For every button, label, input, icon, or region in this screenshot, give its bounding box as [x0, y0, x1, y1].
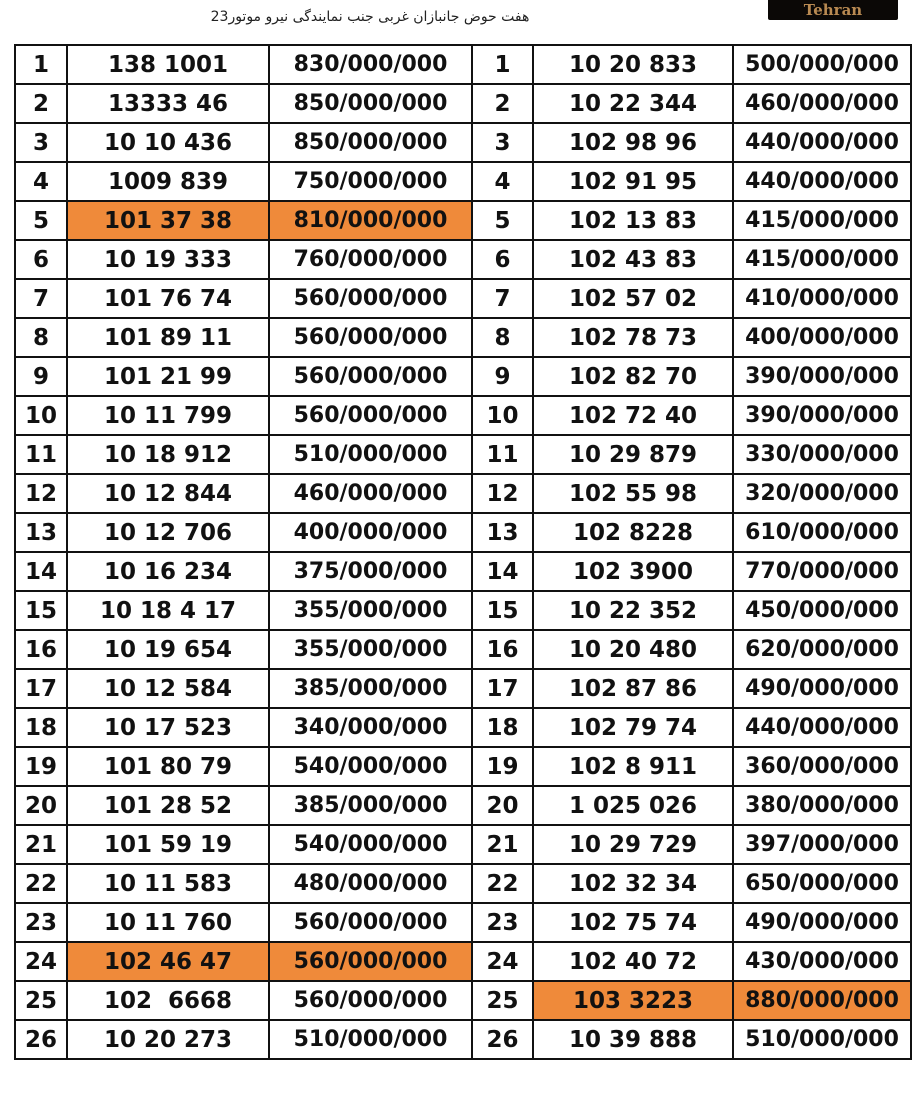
table-row: [15, 825, 911, 864]
left-row-number: 26: [15, 1020, 67, 1059]
right-row-number: 7: [472, 279, 533, 318]
right-row-number: 17: [472, 669, 533, 708]
left-price: 385/000/000: [269, 669, 472, 708]
plates-table: [14, 44, 912, 1060]
right-plate-number: 102 82 70: [533, 357, 733, 396]
right-price: 500/000/000: [733, 45, 911, 84]
right-row-number: 8: [472, 318, 533, 357]
right-plate-number: 103 3223: [533, 981, 733, 1020]
left-plate-number: 10 16 234: [67, 552, 269, 591]
left-row-number: 24: [15, 942, 67, 981]
right-price: 770/000/000: [733, 552, 911, 591]
right-row-number: 14: [472, 552, 533, 591]
left-row-number: 18: [15, 708, 67, 747]
right-price: 440/000/000: [733, 708, 911, 747]
table-row: [15, 630, 911, 669]
left-row-number: 16: [15, 630, 67, 669]
left-price: 375/000/000: [269, 552, 472, 591]
left-plate-number: 10 18 912: [67, 435, 269, 474]
left-row-number: 23: [15, 903, 67, 942]
right-plate-number: 10 29 879: [533, 435, 733, 474]
left-price: 400/000/000: [269, 513, 472, 552]
right-price: 390/000/000: [733, 357, 911, 396]
left-price: 850/000/000: [269, 84, 472, 123]
left-plate-number: 10 17 523: [67, 708, 269, 747]
right-price: 610/000/000: [733, 513, 911, 552]
right-plate-number: 102 75 74: [533, 903, 733, 942]
right-price: 415/000/000: [733, 201, 911, 240]
right-plate-number: 102 40 72: [533, 942, 733, 981]
left-row-number: 15: [15, 591, 67, 630]
right-row-number: 20: [472, 786, 533, 825]
table-row: [15, 708, 911, 747]
left-plate-number: 101 59 19: [67, 825, 269, 864]
table-row: [15, 474, 911, 513]
table-row: [15, 201, 911, 240]
table-row: [15, 864, 911, 903]
table-row: [15, 318, 911, 357]
left-price: 850/000/000: [269, 123, 472, 162]
left-row-number: 4: [15, 162, 67, 201]
right-price: 320/000/000: [733, 474, 911, 513]
left-row-number: 14: [15, 552, 67, 591]
right-row-number: 25: [472, 981, 533, 1020]
right-plate-number: 102 78 73: [533, 318, 733, 357]
left-plate-number: 101 28 52: [67, 786, 269, 825]
left-price: 830/000/000: [269, 45, 472, 84]
table-row: [15, 123, 911, 162]
right-row-number: 10: [472, 396, 533, 435]
left-row-number: 20: [15, 786, 67, 825]
table-row: [15, 942, 911, 981]
table-row: [15, 903, 911, 942]
right-price: 450/000/000: [733, 591, 911, 630]
left-plate-number: 101 21 99: [67, 357, 269, 396]
right-row-number: 22: [472, 864, 533, 903]
left-price: 385/000/000: [269, 786, 472, 825]
left-plate-number: 101 89 11: [67, 318, 269, 357]
left-row-number: 22: [15, 864, 67, 903]
left-plate-number: 101 37 38: [67, 201, 269, 240]
right-price: 490/000/000: [733, 903, 911, 942]
left-price: 750/000/000: [269, 162, 472, 201]
left-price: 460/000/000: [269, 474, 472, 513]
right-plate-number: 10 22 352: [533, 591, 733, 630]
left-row-number: 19: [15, 747, 67, 786]
right-price: 415/000/000: [733, 240, 911, 279]
left-plate-number: 102 6668: [67, 981, 269, 1020]
right-plate-number: 102 8 911: [533, 747, 733, 786]
table-row: [15, 513, 911, 552]
left-price: 355/000/000: [269, 630, 472, 669]
right-price: 360/000/000: [733, 747, 911, 786]
left-plate-number: 10 12 844: [67, 474, 269, 513]
right-row-number: 13: [472, 513, 533, 552]
right-row-number: 11: [472, 435, 533, 474]
table-row: [15, 435, 911, 474]
right-plate-number: 102 87 86: [533, 669, 733, 708]
header-title: هفت حوض جانبازان غربی جنب نمایندگی نیرو موتور23: [210, 9, 530, 25]
left-row-number: 21: [15, 825, 67, 864]
right-row-number: 9: [472, 357, 533, 396]
right-row-number: 26: [472, 1020, 533, 1059]
left-row-number: 17: [15, 669, 67, 708]
right-plate-number: 10 20 480: [533, 630, 733, 669]
right-price: 620/000/000: [733, 630, 911, 669]
right-plate-number: 102 57 02: [533, 279, 733, 318]
table-row: [15, 84, 911, 123]
right-row-number: 21: [472, 825, 533, 864]
left-row-number: 2: [15, 84, 67, 123]
right-price: 490/000/000: [733, 669, 911, 708]
left-plate-number: 10 11 583: [67, 864, 269, 903]
right-plate-number: 102 98 96: [533, 123, 733, 162]
left-plate-number: 102 46 47: [67, 942, 269, 981]
right-row-number: 23: [472, 903, 533, 942]
table-row: [15, 552, 911, 591]
table-row: [15, 591, 911, 630]
right-plate-number: 10 29 729: [533, 825, 733, 864]
left-plate-number: 13333 46: [67, 84, 269, 123]
left-plate-number: 10 19 654: [67, 630, 269, 669]
left-row-number: 9: [15, 357, 67, 396]
left-price: 560/000/000: [269, 903, 472, 942]
right-plate-number: 102 72 40: [533, 396, 733, 435]
left-plate-number: 10 11 799: [67, 396, 269, 435]
left-plate-number: 10 10 436: [67, 123, 269, 162]
right-price: 440/000/000: [733, 123, 911, 162]
right-row-number: 3: [472, 123, 533, 162]
left-price: 355/000/000: [269, 591, 472, 630]
table-row: [15, 357, 911, 396]
left-row-number: 11: [15, 435, 67, 474]
right-plate-number: 102 55 98: [533, 474, 733, 513]
right-row-number: 4: [472, 162, 533, 201]
right-plate-number: 102 8228: [533, 513, 733, 552]
right-plate-number: 102 79 74: [533, 708, 733, 747]
right-price: 460/000/000: [733, 84, 911, 123]
left-price: 560/000/000: [269, 318, 472, 357]
table-row: [15, 786, 911, 825]
left-price: 540/000/000: [269, 747, 472, 786]
table-row: [15, 279, 911, 318]
table-row: [15, 747, 911, 786]
right-row-number: 16: [472, 630, 533, 669]
table-row: [15, 240, 911, 279]
left-plate-number: 10 12 584: [67, 669, 269, 708]
plates-table-body: [15, 45, 911, 1059]
right-plate-number: 1 025 026: [533, 786, 733, 825]
right-price: 410/000/000: [733, 279, 911, 318]
right-price: 440/000/000: [733, 162, 911, 201]
left-row-number: 12: [15, 474, 67, 513]
right-price: 510/000/000: [733, 1020, 911, 1059]
left-price: 560/000/000: [269, 942, 472, 981]
left-price: 540/000/000: [269, 825, 472, 864]
table-row: [15, 396, 911, 435]
table-row: [15, 162, 911, 201]
left-row-number: 13: [15, 513, 67, 552]
left-row-number: 5: [15, 201, 67, 240]
right-row-number: 5: [472, 201, 533, 240]
table-row: [15, 1020, 911, 1059]
left-price: 560/000/000: [269, 396, 472, 435]
right-plate-number: 102 13 83: [533, 201, 733, 240]
table-row: [15, 45, 911, 84]
left-plate-number: 10 12 706: [67, 513, 269, 552]
left-row-number: 7: [15, 279, 67, 318]
table-row: [15, 669, 911, 708]
logo: [768, 0, 898, 20]
left-row-number: 6: [15, 240, 67, 279]
right-row-number: 1: [472, 45, 533, 84]
right-row-number: 19: [472, 747, 533, 786]
left-price: 480/000/000: [269, 864, 472, 903]
left-plate-number: 1009 839: [67, 162, 269, 201]
right-row-number: 15: [472, 591, 533, 630]
right-row-number: 18: [472, 708, 533, 747]
left-price: 560/000/000: [269, 357, 472, 396]
left-plate-number: 10 18 4 17: [67, 591, 269, 630]
right-plate-number: 102 91 95: [533, 162, 733, 201]
right-row-number: 6: [472, 240, 533, 279]
left-price: 760/000/000: [269, 240, 472, 279]
left-price: 340/000/000: [269, 708, 472, 747]
left-row-number: 25: [15, 981, 67, 1020]
logo-text: Tehran: [803, 1, 863, 19]
left-price: 510/000/000: [269, 435, 472, 474]
left-price: 810/000/000: [269, 201, 472, 240]
left-plate-number: 10 11 760: [67, 903, 269, 942]
left-price: 560/000/000: [269, 279, 472, 318]
table-row: [15, 981, 911, 1020]
left-plate-number: 101 76 74: [67, 279, 269, 318]
right-price: 650/000/000: [733, 864, 911, 903]
page-header: [0, 0, 923, 44]
left-price: 560/000/000: [269, 981, 472, 1020]
left-plate-number: 10 19 333: [67, 240, 269, 279]
right-price: 380/000/000: [733, 786, 911, 825]
right-plate-number: 10 22 344: [533, 84, 733, 123]
left-row-number: 8: [15, 318, 67, 357]
right-plate-number: 10 39 888: [533, 1020, 733, 1059]
right-price: 400/000/000: [733, 318, 911, 357]
right-row-number: 24: [472, 942, 533, 981]
right-row-number: 12: [472, 474, 533, 513]
left-price: 510/000/000: [269, 1020, 472, 1059]
right-row-number: 2: [472, 84, 533, 123]
right-price: 390/000/000: [733, 396, 911, 435]
right-plate-number: 102 43 83: [533, 240, 733, 279]
right-price: 430/000/000: [733, 942, 911, 981]
left-plate-number: 138 1001: [67, 45, 269, 84]
left-row-number: 1: [15, 45, 67, 84]
left-plate-number: 10 20 273: [67, 1020, 269, 1059]
right-price: 397/000/000: [733, 825, 911, 864]
right-plate-number: 102 3900: [533, 552, 733, 591]
left-row-number: 3: [15, 123, 67, 162]
right-plate-number: 102 32 34: [533, 864, 733, 903]
left-plate-number: 101 80 79: [67, 747, 269, 786]
right-price: 880/000/000: [733, 981, 911, 1020]
right-price: 330/000/000: [733, 435, 911, 474]
right-plate-number: 10 20 833: [533, 45, 733, 84]
left-row-number: 10: [15, 396, 67, 435]
